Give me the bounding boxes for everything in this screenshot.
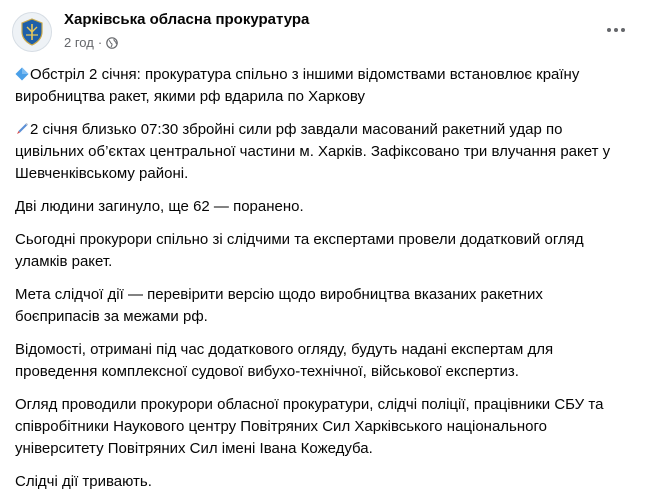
post-header: [12, 10, 636, 54]
prosecutor-emblem-icon: [13, 13, 51, 51]
intro-text: 2 січня близько 07:30 збройні сили рф завдали масований ракетний удар по цивільних об’єктах центральної частини м. Харків. Зафіксовано три влучання ракет у Шевченківському районі.: [15, 121, 611, 182]
page-name-link[interactable]: Харківська обласна прокуратура: [64, 11, 310, 28]
paragraph: Дві людини загинуло, ще 62 — поранено.: [15, 198, 304, 215]
meta-separator: ·: [97, 35, 103, 50]
more-options-icon: [607, 28, 625, 32]
blue-diamond-icon: [15, 66, 29, 80]
post-headline: [15, 64, 615, 108]
more-options-button[interactable]: [602, 16, 630, 44]
paragraph: Відомості, отримані під час додаткового огляду, будуть надані експертам для проведення комплексної судової вибухо-технічної, військової експертиз.: [15, 341, 554, 380]
post-timestamp[interactable]: 2 год: [64, 35, 94, 50]
paragraph: Сьогодні прокурори спільно зі слідчими та експертами провели додатковий огляд уламків ракет.: [15, 231, 584, 270]
headline-text: Обстріл 2 січня: прокуратура спільно з іншими відомствами встановлює країну виробництва ракет, якими рф вдарила по Харкову: [15, 66, 580, 105]
paragraph: Огляд проводили прокурори обласної прокуратури, слідчі поліції, працівники СБУ та співробітники Наукового центру Повітряних Сил Харківського національного університету Повітряних Сил імені Івана Кожедуба.: [15, 396, 604, 457]
pen-icon: [15, 121, 29, 135]
post-body: [15, 64, 615, 504]
page-avatar[interactable]: [12, 12, 52, 52]
post-intro: [15, 119, 615, 185]
paragraph: Слідчі дії тривають.: [15, 473, 152, 490]
paragraph: Мета слідчої дії — перевірити версію щодо виробництва вказаних ракетних боєприпасів за межами рф.: [15, 286, 543, 325]
globe-icon[interactable]: [106, 37, 118, 49]
post-meta: [64, 35, 118, 50]
